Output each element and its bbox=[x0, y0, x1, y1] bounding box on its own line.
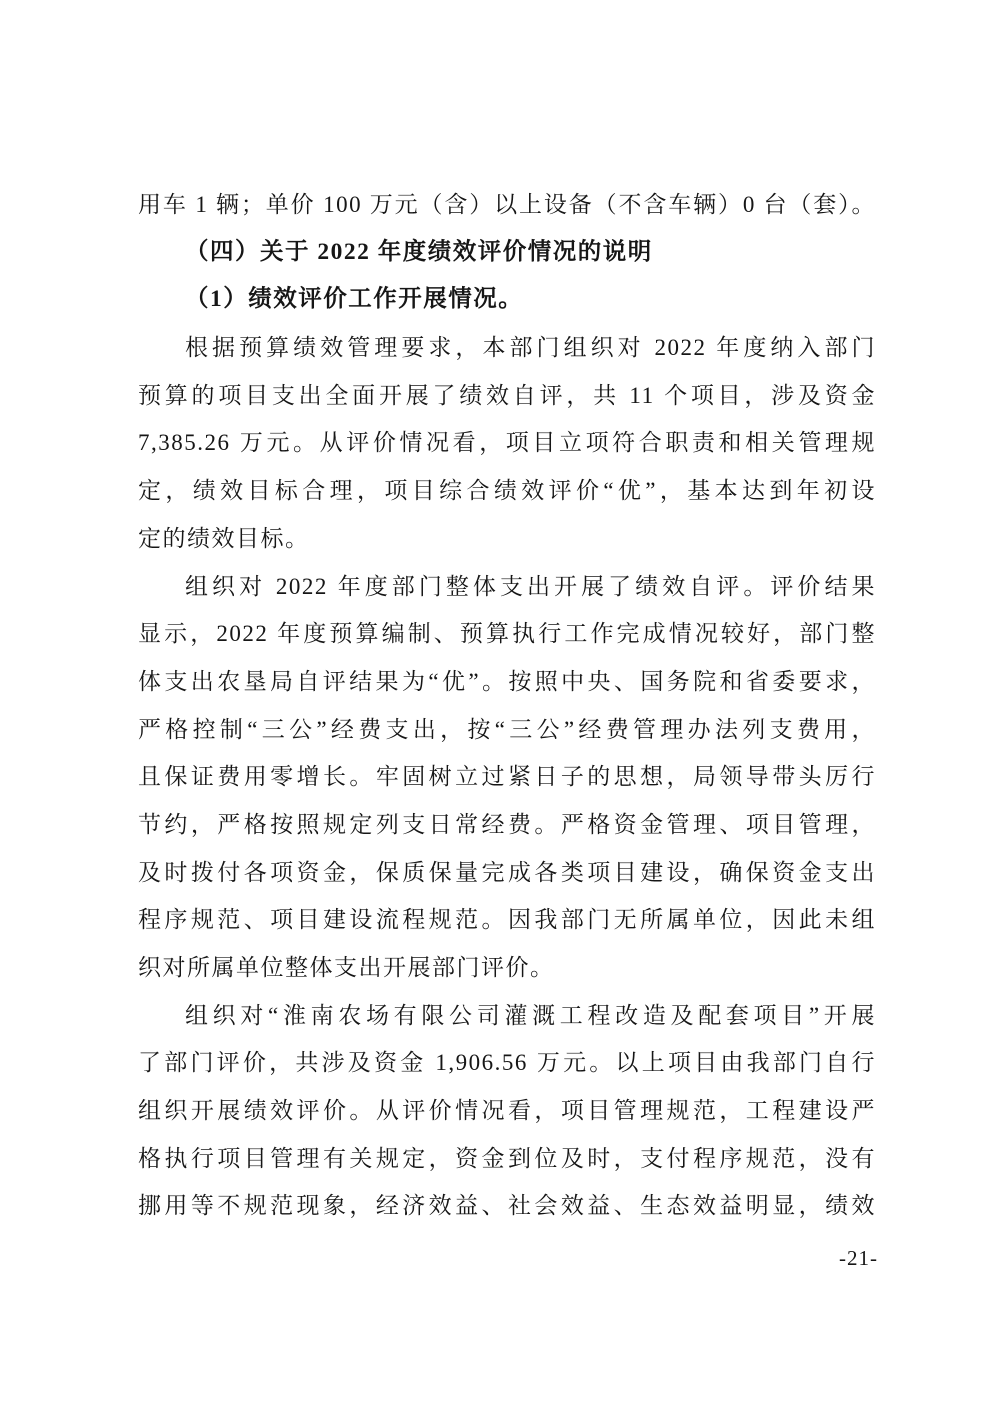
text-line: 用车 1 辆；单价 100 万元（含）以上设备（不含车辆）0 台（套）。 bbox=[138, 192, 876, 217]
text-line: 严格控制“三公”经费支出，按“三公”经费管理办法列支费用， bbox=[138, 716, 876, 742]
text-line: 格执行项目管理有关规定，资金到位及时，支付程序规范，没有 bbox=[138, 1145, 876, 1171]
text-line: 挪用等不规范现象，经济效益、社会效益、生态效益明显，绩效 bbox=[138, 1193, 876, 1219]
text-line: 定的绩效目标。 bbox=[138, 525, 310, 551]
text-line: 体支出农垦局自评结果为“优”。按照中央、国务院和省委要求， bbox=[138, 668, 876, 694]
text-line: 节约，严格按照规定列支日常经费。严格资金管理、项目管理， bbox=[138, 811, 876, 837]
subsection-heading: （1）绩效评价工作开展情况。 bbox=[185, 286, 524, 313]
text-line: 组织对“淮南农场有限公司灌溉工程改造及配套项目”开展 bbox=[185, 1002, 876, 1028]
text-line: 7,385.26 万元。从评价情况看，项目立项符合职责和相关管理规 bbox=[138, 430, 876, 456]
text-line: 了部门评价，共涉及资金 1,906.56 万元。以上项目由我部门自行 bbox=[138, 1050, 876, 1076]
text-line: 显示，2022 年度预算编制、预算执行工作完成情况较好，部门整 bbox=[138, 621, 876, 647]
text-line: 定，绩效目标合理，项目综合绩效评价“优”，基本达到年初设 bbox=[138, 478, 876, 504]
text-line: 且保证费用零增长。牢固树立过紧日子的思想，局领导带头厉行 bbox=[138, 764, 876, 790]
text-line: 根据预算绩效管理要求，本部门组织对 2022 年度纳入部门 bbox=[185, 335, 876, 361]
text-line: 组织对 2022 年度部门整体支出开展了绩效自评。评价结果 bbox=[185, 573, 876, 599]
section-heading: （四）关于 2022 年度绩效评价情况的说明 bbox=[185, 238, 653, 265]
page-number: -21- bbox=[839, 1246, 878, 1270]
text-line: 及时拨付各项资金，保质保量完成各类项目建设，确保资金支出 bbox=[138, 859, 876, 885]
text-line: 程序规范、项目建设流程规范。因我部门无所属单位，因此未组 bbox=[138, 907, 876, 933]
text-line: 组织开展绩效评价。从评价情况看，项目管理规范，工程建设严 bbox=[138, 1098, 876, 1124]
text-line: 预算的项目支出全面开展了绩效自评，共 11 个项目，涉及资金 bbox=[138, 382, 876, 408]
text-line: 织对所属单位整体支出开展部门评价。 bbox=[138, 955, 555, 980]
document-body bbox=[138, 181, 876, 1230]
